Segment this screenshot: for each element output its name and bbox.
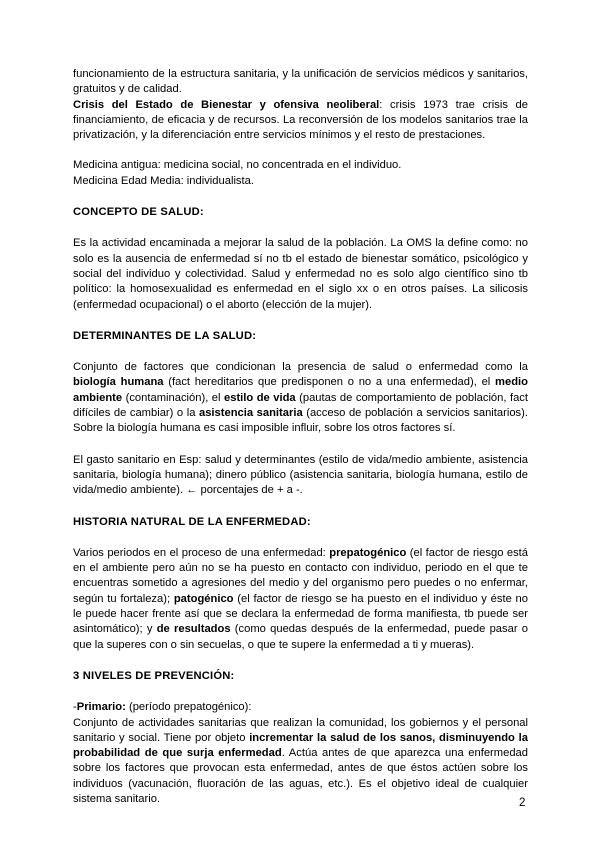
health-concept-heading: CONCEPTO DE SALUD: xyxy=(73,206,204,219)
period-prepathogenic: prepatogénico xyxy=(329,546,407,559)
primary-text-2: . Actúa antes de que aparezca una enfermedad sobre los factores que provocan esta enfermedad, antes de que éstos actúen sobre los individuos (vacunación, fluoración de las aguas, etc.). Es el objetivo ideal de cualquier sistema sanitario. xyxy=(73,747,528,805)
intro-text: funcionamiento de la estructura sanitaria, y la unificación de servicios médicos y sanitarios, gratuitos y de calidad. xyxy=(73,68,528,96)
health-concept-body: Es la actividad encaminada a mejorar la salud de la población. La OMS la define como: no solo es la ausencia de enfermedad sí no tb el estado de bienestar somático, psicológico y social del individuo y colectividad. Salud y enfermedad no es solo algo científico sino tb político: la homosexualidad es enfermedad en el siglo xx o en otros países. La silicosis (enfermedad ocupacional) o el aborto (elección de la mujer). xyxy=(73,237,528,311)
determinant-biology: biología humana xyxy=(73,376,164,389)
primary-text-1: Conjunto de actividades sanitarias que realizan la comunidad, los gobiernos y el personal sanitario y social. Tiene por objeto xyxy=(73,716,528,744)
primary-note: (período prepatogénico): xyxy=(125,701,252,714)
natural-history-text-4: (como quedas después de la enfermedad, puede pasar o que la superes con o sin secuelas, o que te supere la enfermedad a ti y mueras). xyxy=(73,623,529,651)
period-pathogenic: patogénico xyxy=(173,592,234,605)
medicine-ancient: Medicina antigua: medicina social, no concentrada en el individuo. xyxy=(73,159,402,172)
period-results: de resultados xyxy=(156,623,231,636)
determinants-text-3: (contaminación), el xyxy=(122,391,224,404)
primary-prefix: - xyxy=(73,701,77,714)
spending-paragraph: El gasto sanitario en Esp: salud y determinantes (estilo de vida/medio ambiente, asistencia sanitaria, biología humana); dinero público (asistencia sanitaria, biología humana, estilo de vida/medio ambiente). ← porcentajes de + a -. xyxy=(73,453,528,497)
determinant-lifestyle: estilo de vida xyxy=(224,391,296,404)
determinant-environment: medio ambiente xyxy=(73,376,528,404)
crisis-title: Crisis del Estado de Bienestar y ofensiva neoliberal xyxy=(73,98,380,111)
natural-history-heading: HISTORIA NATURAL DE LA ENFERMEDAD: xyxy=(73,515,311,528)
determinants-text-1: Conjunto de factores que condicionan la presencia de salud o enfermedad como la xyxy=(73,361,528,374)
medicine-paragraph xyxy=(73,158,528,189)
determinants-heading: DETERMINANTES DE LA SALUD: xyxy=(73,329,257,342)
determinants-body xyxy=(73,360,528,436)
document-page xyxy=(73,67,528,807)
natural-history-text-2: (el factor de riesgo está en el ambiente pero aún no se ha puesto en contacto con individuo, periodo en el que te encuentras sometido a agresiones del medio y del organismo pero puedes o no enfermar, según tu fortaleza); xyxy=(73,546,529,605)
intro-paragraph xyxy=(73,67,528,143)
primary-objective: incrementar la salud de los sanos, disminuyendo la probabilidad de que surja enfermedad xyxy=(73,731,528,760)
determinants-text-4: (pautas de comportamiento de población, fact difíciles de cambiar) o la xyxy=(73,391,529,420)
natural-history-body xyxy=(73,546,528,653)
natural-history-text-3: (el factor de riesgo se ha puesto en el individuo y éste no le puede hacer frente así que se declara la enfermedad de forma manifiesta, tb puede ser asintomático); y xyxy=(73,592,528,636)
natural-history-text-1: Varios periodos en el proceso de una enfermedad: xyxy=(73,546,330,559)
crisis-text: : crisis 1973 trae crisis de financiamiento, de eficacia y de recursos. La reconversión de los modelos sanitarios trae la privatización, y la diferenciación entre servicios mínimos y el resto de prestaciones. xyxy=(73,98,528,142)
determinants-text-2: (fact hereditarios que predisponen o no a una enfermedad), el xyxy=(163,376,496,389)
page-number: 2 xyxy=(519,797,526,809)
primary-prevention-label-line xyxy=(73,700,528,715)
primary-prevention-body xyxy=(73,716,528,808)
determinant-healthcare: asistencia sanitaria xyxy=(198,407,303,420)
prevention-heading: 3 NIVELES DE PREVENCIÓN: xyxy=(73,669,235,682)
primary-label: Primario: xyxy=(76,701,126,714)
medicine-middle-ages: Medicina Edad Media: individualista. xyxy=(73,174,254,187)
determinants-text-5: (acceso de población a servicios sanitarios). Sobre la biología humana es casi imposible influir, sobre los otros factores sí. xyxy=(73,407,528,435)
